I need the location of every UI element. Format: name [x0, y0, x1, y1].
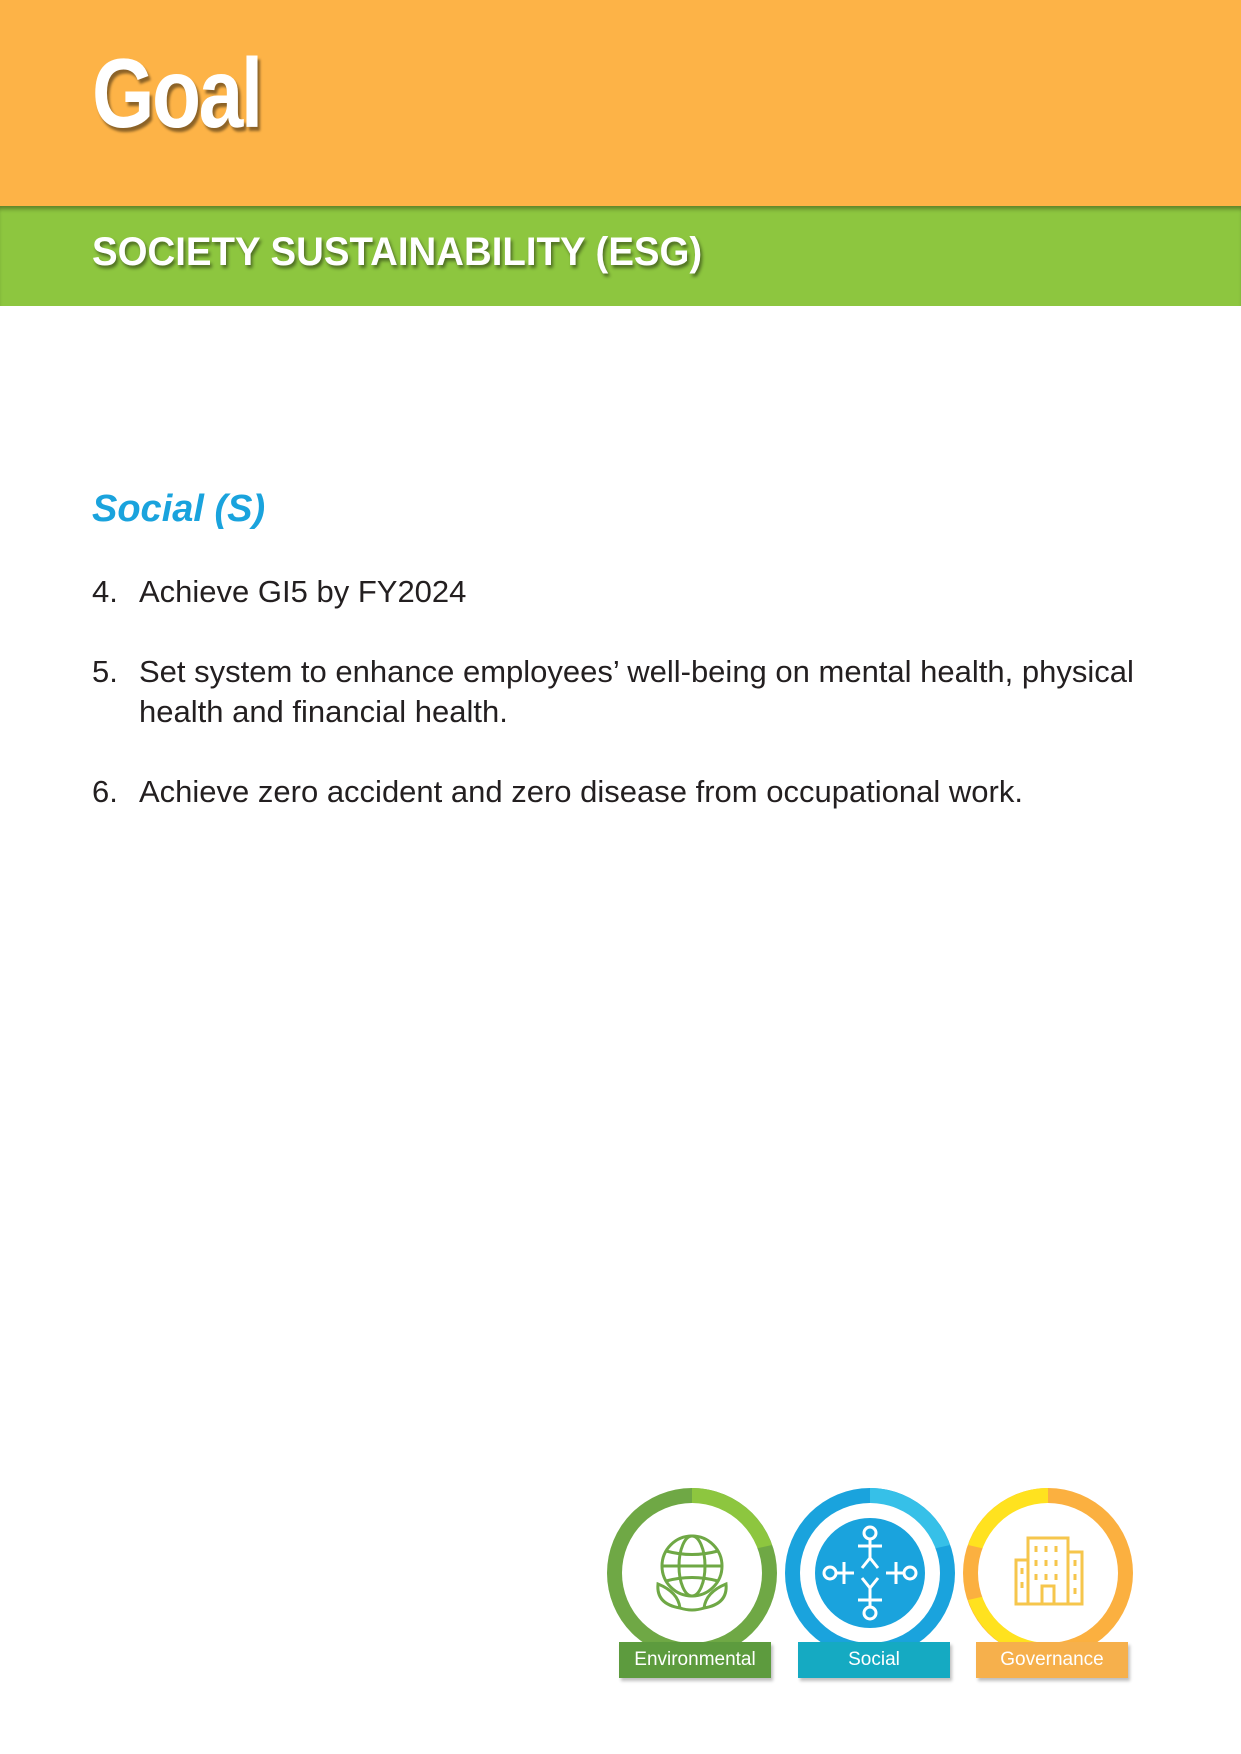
goal-list — [92, 572, 1172, 852]
goal-text: Achieve GI5 by FY2024 — [139, 574, 467, 609]
page-title: Goal — [92, 38, 261, 148]
social-badge — [778, 1480, 958, 1680]
goal-text: Achieve zero accident and zero disease from occupational work. — [139, 774, 1023, 809]
goal-item — [92, 772, 1172, 812]
esg-logo-group — [600, 1480, 1160, 1680]
goal-item — [92, 652, 1172, 732]
environmental-label: Environmental — [619, 1642, 771, 1678]
goal-number: 6. — [92, 774, 118, 809]
goal-text: Set system to enhance employees’ well-being on mental health, physical health and financial health. — [139, 654, 1134, 729]
goal-item — [92, 572, 1172, 612]
goal-number: 4. — [92, 574, 118, 609]
goal-number: 5. — [92, 654, 118, 689]
governance-badge — [956, 1480, 1136, 1680]
section-heading: Social (S) — [92, 488, 266, 530]
section-subtitle: SOCIETY SUSTAINABILITY (ESG) — [92, 230, 703, 274]
governance-label: Governance — [976, 1642, 1128, 1678]
social-label: Social — [798, 1642, 950, 1678]
environmental-badge — [600, 1480, 780, 1680]
